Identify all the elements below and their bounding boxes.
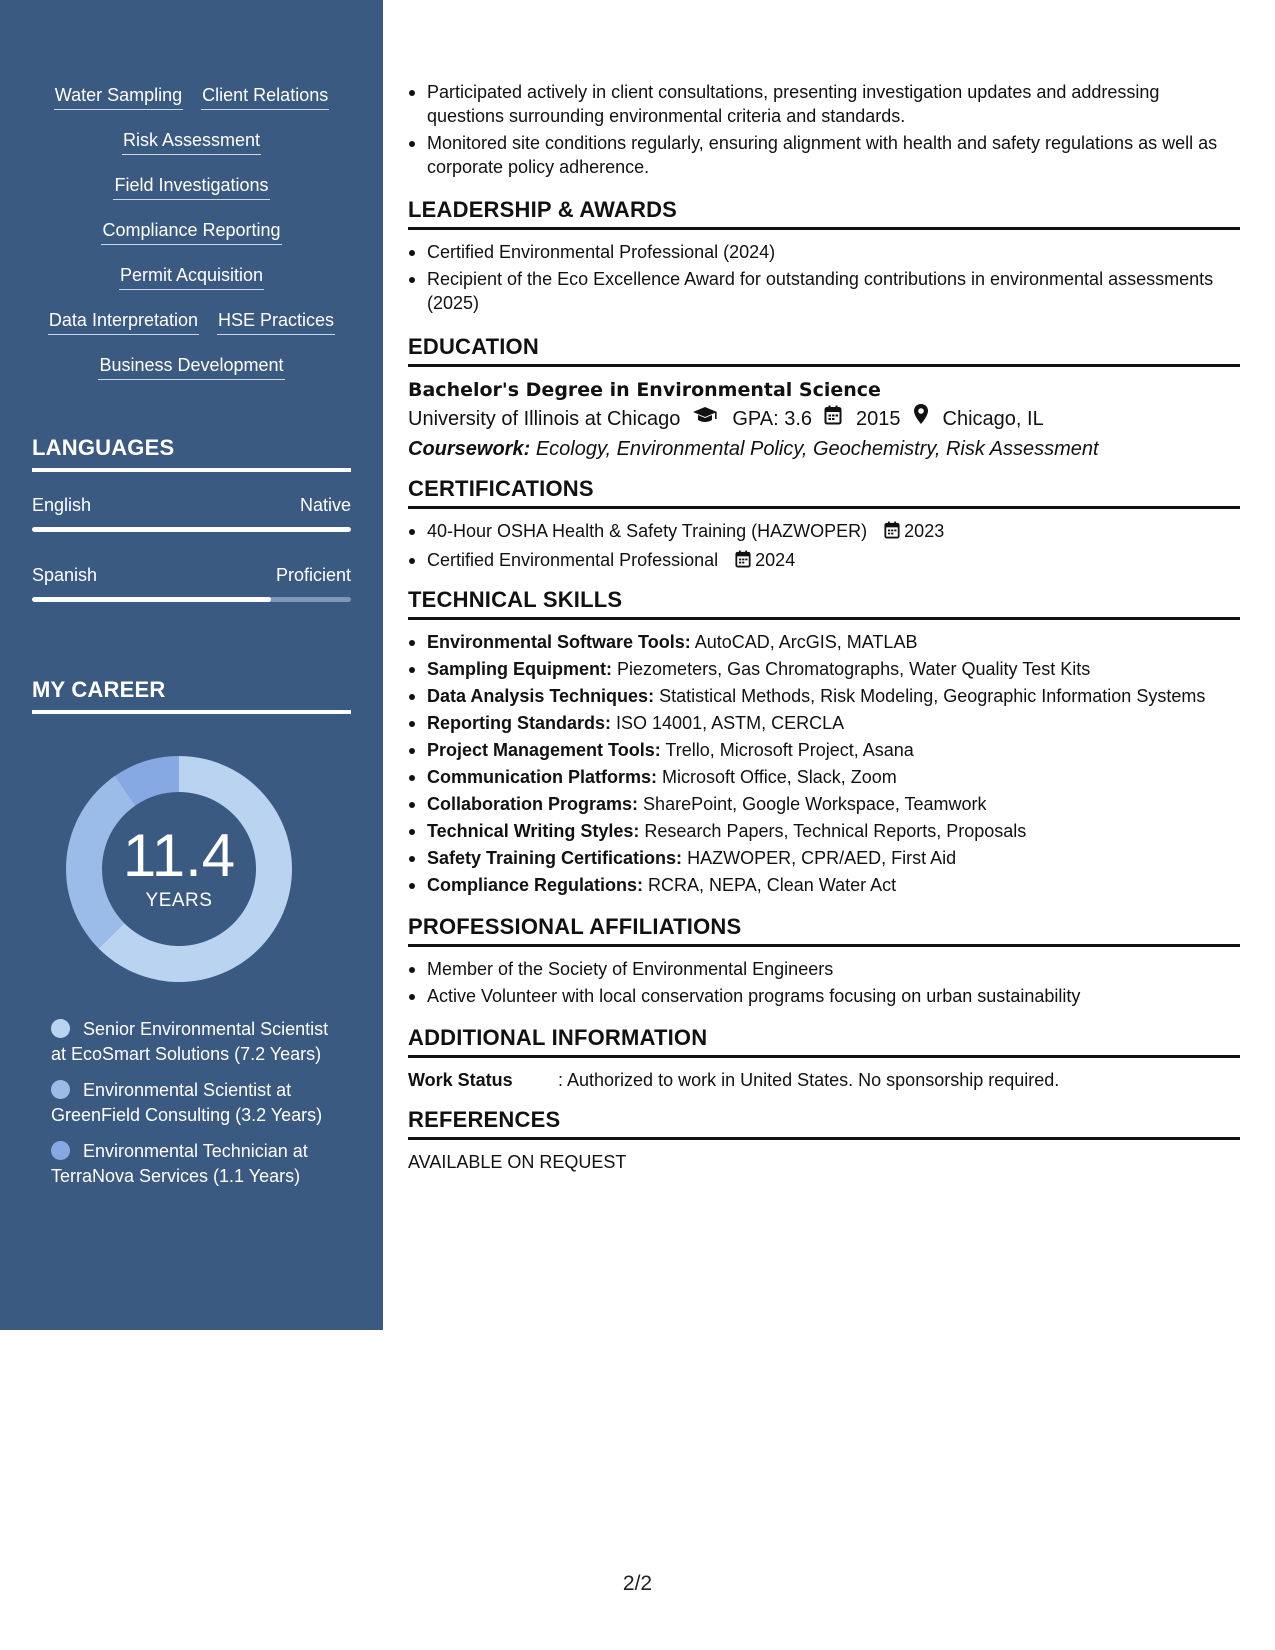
skill-value: RCRA, NEPA, Clean Water Act	[648, 875, 897, 895]
skill-value: Research Papers, Technical Reports, Proposals	[644, 821, 1027, 841]
legend-dot-icon	[51, 1141, 70, 1160]
career-item	[51, 1017, 341, 1066]
career-item-label: Senior Environmental Scientist at EcoSmart Solutions (7.2 Years)	[51, 1019, 329, 1064]
list-item	[408, 548, 1240, 574]
skill-tag: Data Interpretation	[48, 309, 199, 335]
skill-tag: Compliance Reporting	[101, 219, 281, 245]
list-item	[408, 684, 1240, 708]
list-item	[408, 630, 1240, 654]
language-bar-fill	[32, 527, 351, 532]
language-name: Spanish	[32, 565, 98, 585]
skill-row	[0, 174, 383, 219]
skill-row	[0, 354, 383, 399]
language-item	[32, 564, 351, 602]
list-item	[408, 738, 1240, 762]
education-section	[408, 334, 1240, 464]
work-status-row	[408, 1068, 1240, 1092]
calendar-icon	[884, 521, 900, 545]
career-item-label: Environmental Technician at TerraNova Services (1.1 Years)	[51, 1141, 308, 1186]
career-legend	[51, 1017, 341, 1200]
section-heading: LEADERSHIP & AWARDS	[408, 197, 1240, 230]
graduation-year: 2015	[856, 407, 901, 430]
career-donut-chart	[66, 756, 292, 982]
skill-value: ISO 14001, ASTM, CERCLA	[616, 713, 845, 733]
list-item: Active Volunteer with local conservation programs focusing on urban sustainability	[408, 984, 1240, 1008]
list-item	[408, 873, 1240, 897]
language-bar	[32, 597, 351, 602]
skill-row	[0, 264, 383, 309]
skill-value: Statistical Methods, Risk Modeling, Geographic Information Systems	[659, 686, 1206, 706]
skill-tag: Permit Acquisition	[119, 264, 264, 290]
school-name: University of Illinois at Chicago	[408, 407, 681, 430]
skill-value: Piezometers, Gas Chromatographs, Water Quality Test Kits	[617, 659, 1091, 679]
calendar-icon	[735, 550, 751, 574]
skill-value: SharePoint, Google Workspace, Teamwork	[643, 794, 987, 814]
list-item: Participated actively in client consultations, presenting investigation updates and addressing questions surrounding environmental criteria and standards.	[408, 80, 1240, 128]
legend-dot-icon	[51, 1019, 70, 1038]
skill-tag: Business Development	[98, 354, 284, 380]
career-heading: MY CAREER	[32, 677, 351, 714]
certification-year: 2024	[755, 550, 796, 570]
languages-heading: LANGUAGES	[32, 435, 351, 472]
language-item	[32, 494, 351, 532]
technical-skills-section	[408, 587, 1240, 900]
skill-value: Microsoft Office, Slack, Zoom	[662, 767, 897, 787]
section-heading: TECHNICAL SKILLS	[408, 587, 1240, 620]
skill-label: Environmental Software Tools:	[427, 632, 691, 652]
coursework	[408, 434, 1240, 464]
career-item-label: Environmental Scientist at GreenField Consulting (3.2 Years)	[51, 1080, 323, 1125]
skill-label: Technical Writing Styles:	[427, 821, 640, 841]
list-item: Recipient of the Eco Excellence Award for outstanding contributions in environmental assessments (2025)	[408, 267, 1240, 315]
skill-tag: Field Investigations	[113, 174, 269, 200]
experience-bullets	[408, 80, 1240, 182]
graduation-cap-icon	[692, 404, 718, 434]
sidebar	[0, 0, 383, 1330]
skill-row	[0, 129, 383, 174]
certification-year: 2023	[904, 521, 945, 541]
skill-row	[0, 219, 383, 264]
skill-row	[0, 309, 383, 354]
list-item	[408, 819, 1240, 843]
section-heading: EDUCATION	[408, 334, 1240, 367]
language-bar-fill	[32, 597, 271, 602]
skill-tag: HSE Practices	[217, 309, 335, 335]
skill-label: Compliance Regulations:	[427, 875, 644, 895]
legend-dot-icon	[51, 1080, 70, 1099]
certification-name: 40-Hour OSHA Health & Safety Training (HAZWOPER)	[427, 521, 868, 541]
work-status-value: : Authorized to work in United States. No sponsorship required.	[558, 1070, 1060, 1090]
location-pin-icon	[913, 403, 929, 434]
skill-label: Project Management Tools:	[427, 740, 661, 760]
career-item	[51, 1139, 341, 1188]
skill-label: Collaboration Programs:	[427, 794, 639, 814]
gpa: GPA: 3.6	[732, 407, 813, 430]
career-years-label: YEARS	[145, 890, 213, 911]
language-name: English	[32, 495, 92, 515]
list-item	[408, 519, 1240, 545]
section-heading: REFERENCES	[408, 1107, 1240, 1140]
list-item	[408, 765, 1240, 789]
skill-value: AutoCAD, ArcGIS, MATLAB	[694, 632, 918, 652]
list-item: Member of the Society of Environmental Engineers	[408, 957, 1240, 981]
language-level: Proficient	[275, 565, 351, 585]
section-heading: PROFESSIONAL AFFILIATIONS	[408, 914, 1240, 947]
education-details	[408, 403, 1240, 434]
coursework-label: Coursework:	[408, 438, 531, 460]
list-item	[408, 711, 1240, 735]
school-location: Chicago, IL	[942, 407, 1044, 430]
skill-value: Trello, Microsoft Project, Asana	[665, 740, 914, 760]
skill-label: Sampling Equipment:	[427, 659, 613, 679]
skills-tags	[0, 84, 383, 399]
references-section	[408, 1107, 1240, 1174]
work-status-label: Work Status	[408, 1070, 513, 1090]
career-total-years: 11.4	[122, 822, 236, 889]
section-heading: CERTIFICATIONS	[408, 476, 1240, 509]
degree-title: Bachelor's Degree in Environmental Science	[408, 379, 881, 401]
list-item: Certified Environmental Professional (2024)	[408, 240, 1240, 264]
affiliations-section	[408, 914, 1240, 1011]
skill-label: Communication Platforms:	[427, 767, 658, 787]
list-item: Monitored site conditions regularly, ensuring alignment with health and safety regulations as well as corporate policy adherence.	[408, 131, 1240, 179]
references-text: AVAILABLE ON REQUEST	[408, 1152, 627, 1172]
leadership-section	[408, 197, 1240, 318]
list-item	[408, 792, 1240, 816]
list-item	[408, 846, 1240, 870]
skill-tag: Risk Assessment	[122, 129, 261, 155]
page-number: 2/2	[622, 1572, 653, 1595]
list-item	[408, 657, 1240, 681]
section-heading: ADDITIONAL INFORMATION	[408, 1025, 1240, 1058]
skill-row	[0, 84, 383, 129]
additional-info-section	[408, 1025, 1240, 1092]
coursework-list: Ecology, Environmental Policy, Geochemistry, Risk Assessment	[535, 438, 1099, 460]
certification-name: Certified Environmental Professional	[427, 550, 719, 570]
calendar-icon	[824, 404, 842, 434]
skill-label: Safety Training Certifications:	[427, 848, 683, 868]
career-item	[51, 1078, 341, 1127]
language-bar	[32, 527, 351, 532]
skill-label: Reporting Standards:	[427, 713, 612, 733]
skill-tag: Water Sampling	[54, 84, 183, 110]
language-level: Native	[299, 495, 351, 515]
skill-label: Data Analysis Techniques:	[427, 686, 655, 706]
skill-tag: Client Relations	[201, 84, 329, 110]
certifications-section	[408, 476, 1240, 577]
skill-value: HAZWOPER, CPR/AED, First Aid	[687, 848, 957, 868]
